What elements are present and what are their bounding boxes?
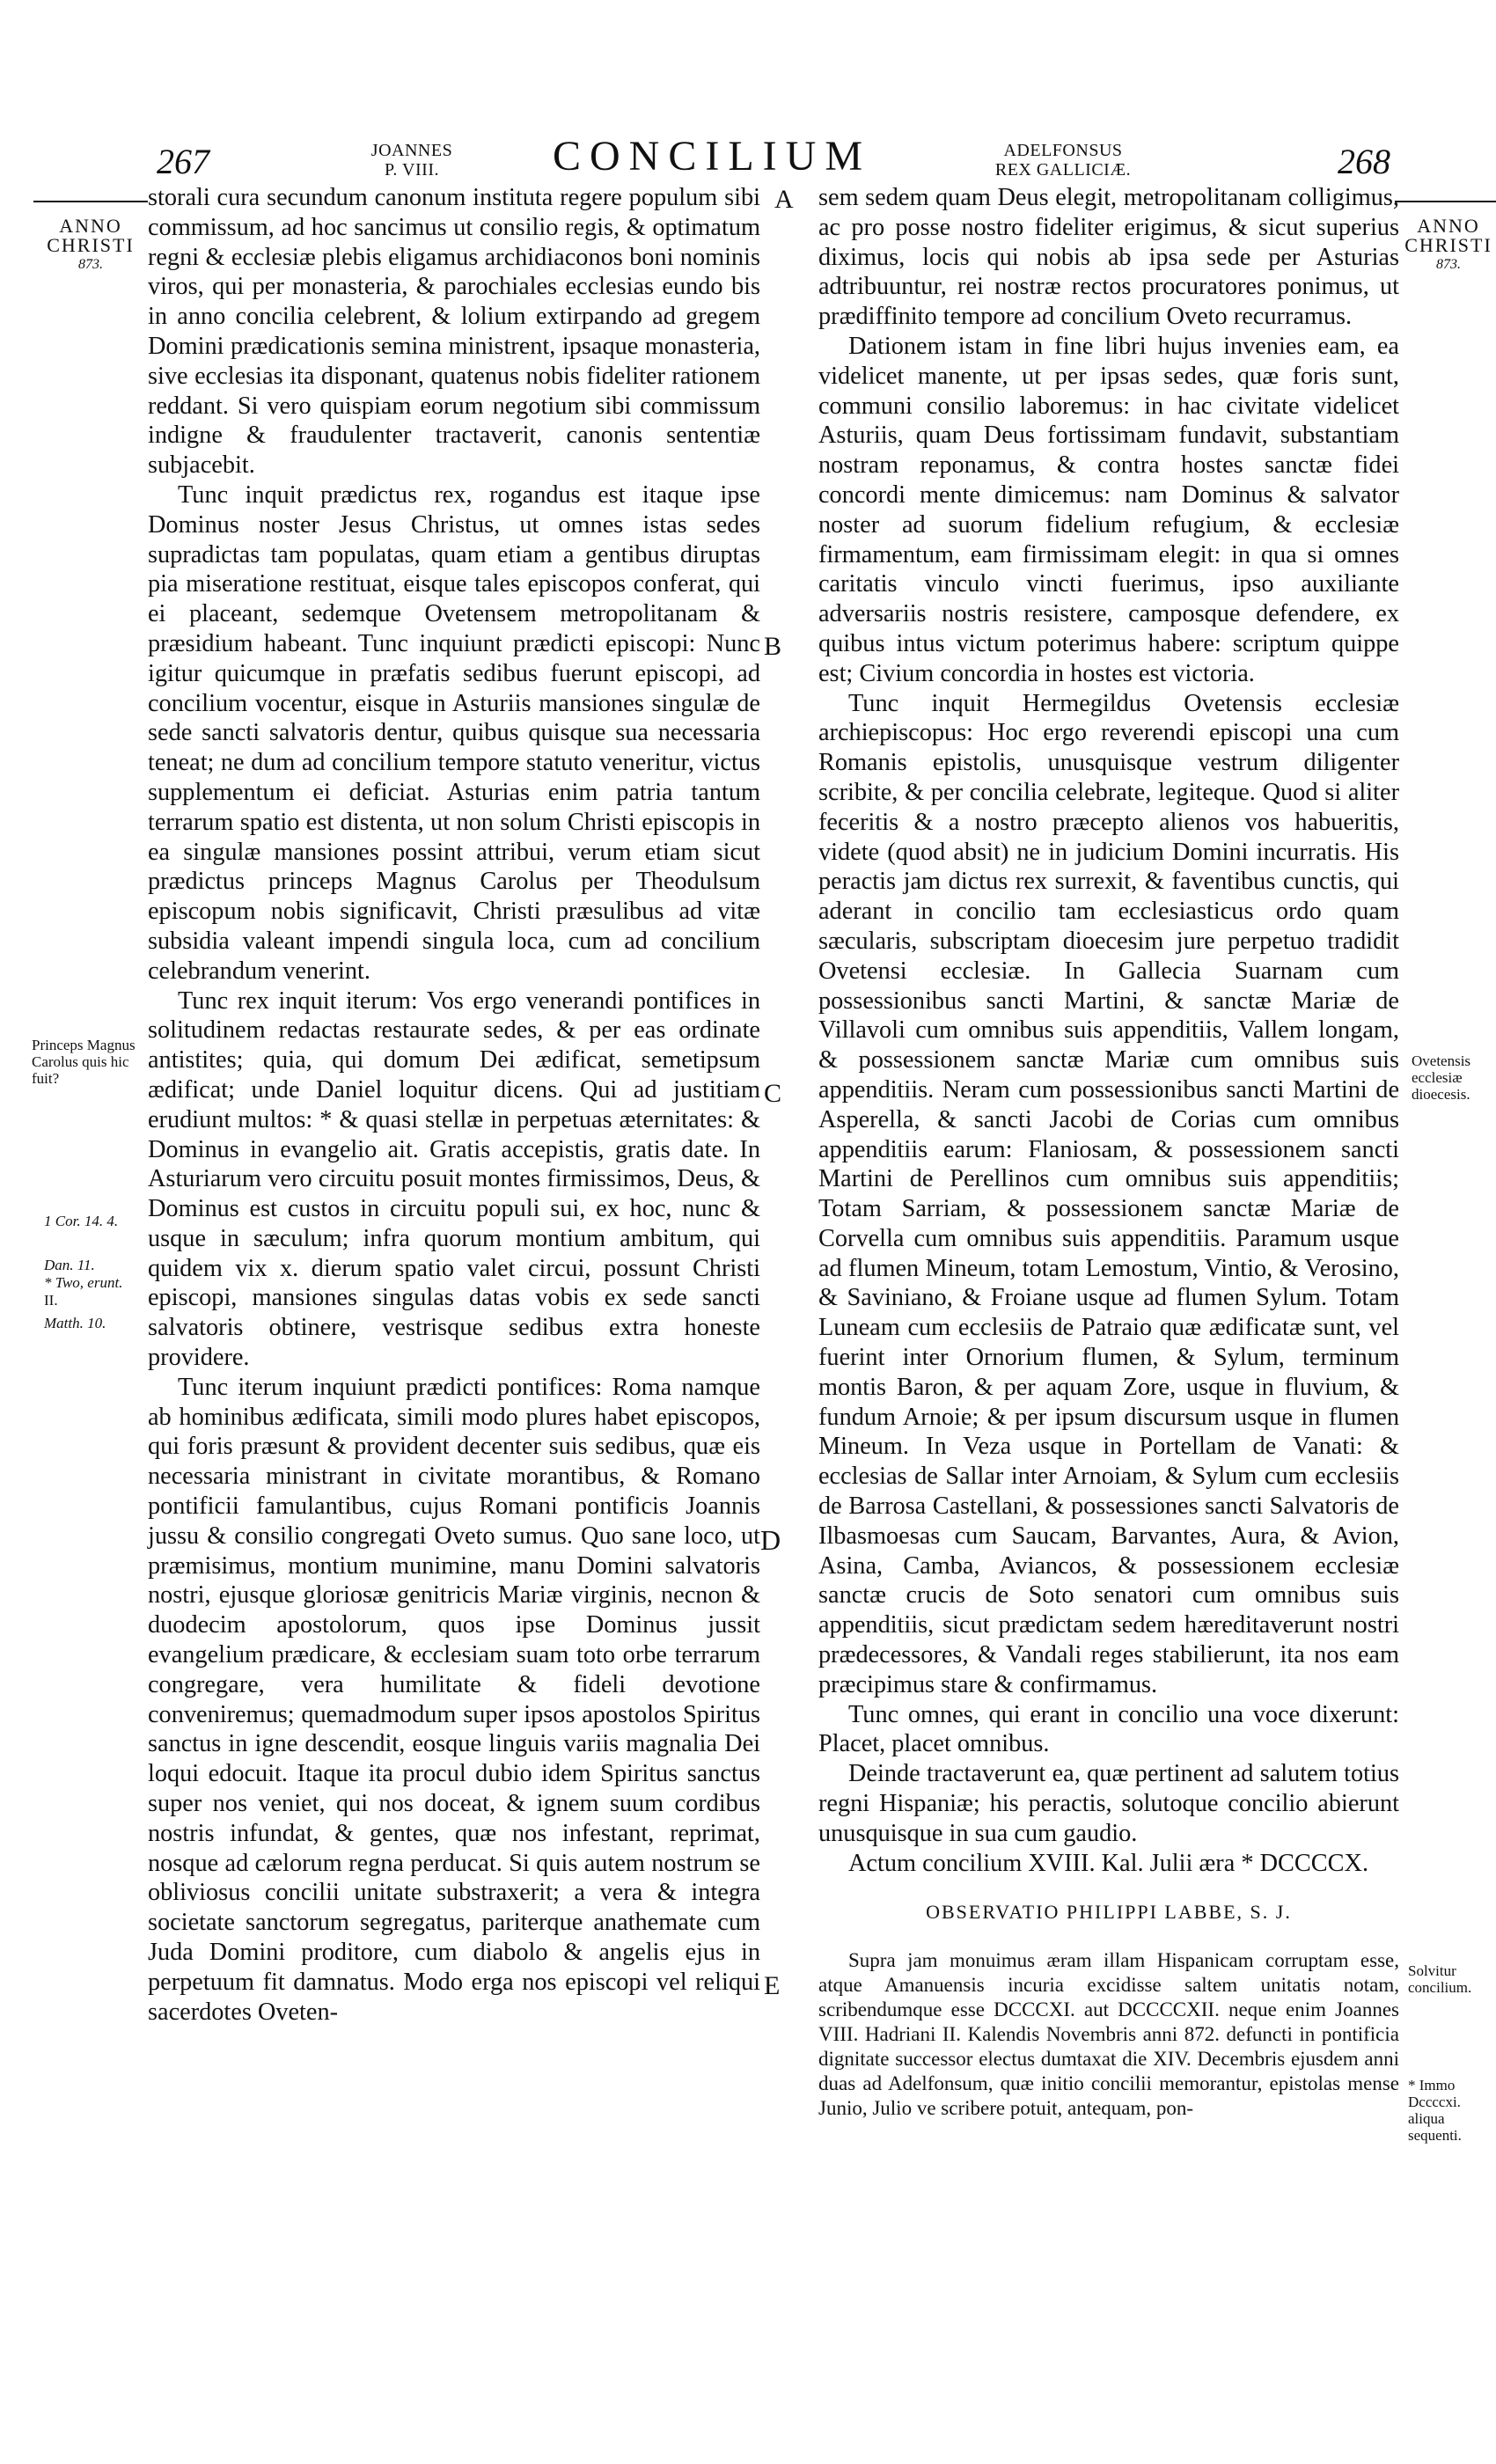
left-running-head-line-2: P. VIII. xyxy=(385,160,439,180)
left-margin-rule xyxy=(33,201,148,202)
left-year-block xyxy=(33,216,148,275)
right-running-head-line-1: ADELFONSUS xyxy=(1003,141,1123,160)
section-letter-a: A xyxy=(774,185,794,214)
left-paragraph-3: Tunc rex inquit iterum: Vos ergo venerandi pontifices in solitudinem redactas restaurate sedes, & per eas ordinate antistites; quia, qui domum Dei ædificat, semetipsum ædificat; unde Daniel loquitur dicens. Qui ad justitiam erudiunt multos: * & quasi stellæ in perpetuas æternitates: & Dominus in evangelio ait. Gratis accepistis, gratis date. In Asturiarum vero circuitu posuit montes firmissimos, Deus, & Dominus est custos in circuitu populi sui, ex hoc, nunc & usque in sæculum; infra quorum montium ambitum, qui quidem vix x. dierum spatio valet circui, possunt Christi episcopi, mansiones singulas datas vobis ex sede sancti salvatoris obtinere, vestrisque sedibus extra honeste providere. xyxy=(148,986,760,1372)
margin-ref-cor: 1 Cor. 14. 4. xyxy=(44,1213,119,1229)
left-paragraph-1: storali cura secundum canonum instituta regere populum sibi commissum, ad hoc sancimus ut consilio regis, & optimatum regni & ecclesiæ plebis eligamus archidiaconos boni nominis viros, qui per monasteria, & parochiales ecclesias eundo bis in anno concilia celebrent, & lolium extirpando ad gregem Domini prædicationis semina ministrent, ipsaque monasteria, sive ecclesias ita disponant, quatenus nobis fideliter rationem reddant. Si vero quispiam eorum negotium sibi commissum indigne & fraudulenter tractaverit, canonis sententiæ subjacebit. xyxy=(148,184,760,480)
section-letter-c: C xyxy=(764,1079,782,1108)
margin-note-solvitur: Solvitur concilium. xyxy=(1408,1962,1472,1996)
margin-ref-matth: Matth. 10. xyxy=(44,1315,106,1331)
section-letter-d: D xyxy=(760,1524,781,1556)
right-running-head-line-2: REX GALLICIÆ. xyxy=(994,160,1132,180)
page-title: CONCILIUM xyxy=(553,133,871,180)
left-year-number: 873. xyxy=(78,257,103,272)
right-paragraph-4: Tunc omnes, qui erant in concilio una voce dixerunt: Placet, placet omnibus. xyxy=(818,1700,1399,1758)
right-column xyxy=(818,183,1399,2121)
right-paragraph-5: Deinde tractaverunt ea, quæ pertinent ad salutem totius regni Hispaniæ; his peractis, solutoque concilio abierunt unusquisque in sua cum gaudio. xyxy=(818,1760,1399,1847)
left-paragraph-4: Tunc iterum inquiunt prædicti pontifices: Roma namque ab hominibus ædificata, simili modo plures habet episcopos, qui foris præsunt & provident decenter suis sedibus, quæ eis necessaria ministrant in civitate morantibus, & Romano pontificii famulantibus, cujus Romani pontificis Joannis jussu & consilio congregati Oveto sumus. Quo sane loco, ut præmisimus, montium munimine, manu Domini salvatoris nostri, ejusque gloriosæ genitricis Mariæ virginis, necnon & duodecim apostolorum, quos ipse Dominus jussit evangelium prædicare, & ecclesiam suam toto orbe terrarum congregare, vera humilitate & fideli devotione conveniremus; quemadmodum super ipsos apostolos Spiritus sanctus in igne descendit, eosque linguis variis magnalia Dei loqui edocuit. Itaque ita procul dubio idem Spiritus sanctus super nos veniet, qui nos doceat, & ignem suum cordibus nostris infundat, & gentes, quæ nos infestant, reprimat, nosque ad cælorum regna perducat. Si quis autem nostrum se obliviosus concilii unitate substraxerit; a vera & integra societate sanctorum segregatus, pariterque anathemate cum Juda Domini proditore, cum diabolo & angelis ejus in perpetuum fit damnatus. Modo erga nos episcopi vel reliqui sacerdotes Oveten- xyxy=(148,1373,760,2026)
margin-ref-ii: II. xyxy=(44,1292,58,1309)
right-year-label-2: CHRISTI xyxy=(1404,234,1492,256)
margin-note-princeps: Princeps Magnus Carolus quis hic fuit? xyxy=(32,1037,136,1087)
left-year-label-1: ANNO xyxy=(59,215,122,237)
left-paragraph-2: Tunc inquit prædictus rex, rogandus est itaque ipse Dominus noster Jesus Christus, ut omnes istas sedes supradictas tam populatas, quam etiam a gentibus diruptas pia miseratione restituat, eisque tales episcopos conferat, qui ei placeant, sedemque Ovetensem metropolitanam & præsidium habeant. Tunc inquiunt prædicti episcopi: Nunc igitur quicumque in præfatis sedibus fuerunt episcopi, ad concilium vocentur, eisque in Asturiis mansiones singulæ de sede sancti salvatoris dentur, quibus quisque sua necessaria teneat; ne dum ad concilium tempore statuto veneritur, victus supplementum ei deficiat. Asturias enim patria tantum terrarum spatio est distenta, ut non solum Christi episcopis in ea singulæ mansiones possint attribui, verum etiam sicut prædictus princeps Magnus Carolus per Theodulsum episcopum nobis significavit, Christi præsulibus ad vitæ subsidia valeant impendi singula loca, cum ad concilium celebrandum venerint. xyxy=(148,480,760,985)
right-paragraph-2: Dationem istam in fine libri hujus invenies eam, ea videlicet manente, ut per ipsas sedes, quæ foris sunt, communi consilio laboremus: in hac civitate videlicet Asturiis, quam Deus fortissimam fundavit, substantiam nostram reponamus, & contra hostes sanctæ fidei concordi mente dimicemus: nam Dominus & salvator noster ad suorum fidelium refugium, & ecclesiæ firmamentum, eam firmissimam elegit: in qua si omnes caritatis vinculo vincti fuerimus, ipso auxiliante adversariis nostris resistere, camposque defendere, ex quibus intus victum poterimus habere: scriptum quippe est; Civium concordia in hostes est victoria. xyxy=(818,332,1399,687)
right-year-block xyxy=(1401,216,1496,275)
right-year-number: 873. xyxy=(1436,257,1461,272)
right-paragraph-6: Actum concilium XVIII. Kal. Julii æra * DCCCCX. xyxy=(848,1849,1369,1877)
right-margin-rule xyxy=(1395,201,1496,202)
section-letter-e: E xyxy=(764,1971,781,2000)
section-letter-b: B xyxy=(764,632,782,661)
margin-ref-dan: Dan. 11. xyxy=(44,1257,95,1273)
margin-note-immo: * Immo Dccccxi. aliqua sequenti. xyxy=(1408,2077,1462,2144)
right-year-label-1: ANNO xyxy=(1417,215,1480,237)
observatio-text: Supra jam monuimus æram illam Hispanicam corruptam esse, atque Amanuensis incuria excidisse saltem unitatis notam, scribendumque esse DCCCXI. aut DCCCCXII. neque enim Joannes VIII. Hadriani II. Kalendis Novembris anni 872. defuncti in pontificia dignitate successor electus dumtaxat die XIV. Decembris ejusdem anni duas ad Adelfonsum, quæ initio concilii memorantur, epistolas mense Junio, Julio ve scribere potuit, antequam, pon- xyxy=(818,1949,1399,2120)
margin-note-ovetensis: Ovetensis ecclesiæ dioecesis. xyxy=(1412,1052,1471,1103)
observatio-heading: OBSERVATIO PHILIPPI LABBE, S. J. xyxy=(926,1901,1292,1924)
left-running-head-line-1: JOANNES xyxy=(370,141,453,160)
left-column xyxy=(148,183,760,2027)
left-page-number: 267 xyxy=(157,142,209,181)
left-running-head xyxy=(350,141,473,180)
right-paragraph-1: sem sedem quam Deus elegit, metropolitanam colligimus, ac pro posse nostro fideliter erigimus, & sicut superius diximus, locis qui nobis ab ipsa sede per Asturias adtribuuntur, rei nostræ rectos procuratores ponimus, ut prædiffinito tempore ad concilium Oveto recurramus. xyxy=(818,184,1399,331)
right-page-number: 268 xyxy=(1338,142,1390,181)
right-running-head xyxy=(984,141,1142,180)
left-year-label-2: CHRISTI xyxy=(47,234,135,256)
margin-ref-variant: * Two, erunt. xyxy=(44,1274,123,1291)
right-paragraph-3: Tunc inquit Hermegildus Ovetensis ecclesiæ archiepiscopus: Hoc ergo reverendi episcopi una cum Romanis epistolis, unusquisque vestrum diligenter scribite, & per concilia celebrate, legiteque. Quod si aliter feceritis & a nostro præcepto alienos vos habueritis, videte (quod absit) ne in judicium Domini incurratis. His peractis jam dictus rex surrexit, & faventibus cunctis, qui aderant in concilio tam ecclesiasticus ordo quam sæcularis, subscriptam dioecesim jure perpetuo tradidit Ovetensi ecclesiæ. In Gallecia Suarnam cum possessionibus sancti Martini, & sanctæ Mariæ de Villavoli cum omnibus suis appenditiis, Vallem longam, & possessionem sanctæ Mariæ cum omnibus suis appenditiis. Neram cum possessionibus sancti Martini de Asperella, & sancti Jacobi de Corias cum omnibus appenditiis earum: Flaniosam, & possessionem sancti Martini de Perellinos cum omnibus suis appenditiis; Totam Sarriam, & possessionem sanctæ Mariæ de Corvella cum omnibus suis appenditiis. Paramum usque ad flumen Mineum, totam Lemostum, Vintio, & Verosino, & Saviniano, & Froiane usque ad flumen Sylum. Totam Luneam cum ecclesiis de Patraio quæ ædificatæ sunt, vel fuerint inter Ornorium flumen, & Sylum, terminum montis Baron, & per aquam Zore, usque in fluvium, & fundum Arnoie; & per ipsum discursum usque in flumen Mineum. In Veza usque in Portellam de Vanati: & ecclesias de Sallar inter Arnoiam, & Sylum cum ecclesiis de Barrosa Castellani, & possessiones sancti Salvatoris de Ilbasmoesas cum Saucam, Barvantes, Aura, & Avion, Asina, Camba, Aviancos, & possessionem ecclesiæ sanctæ crucis de Soto senatori cum omnibus suis appenditiis, sicut prædictam sedem hæreditaverunt nostri prædecessores, & Vandali reges stabilierunt, ita nos eam præcipimus stare & confirmamus. xyxy=(818,689,1399,1698)
